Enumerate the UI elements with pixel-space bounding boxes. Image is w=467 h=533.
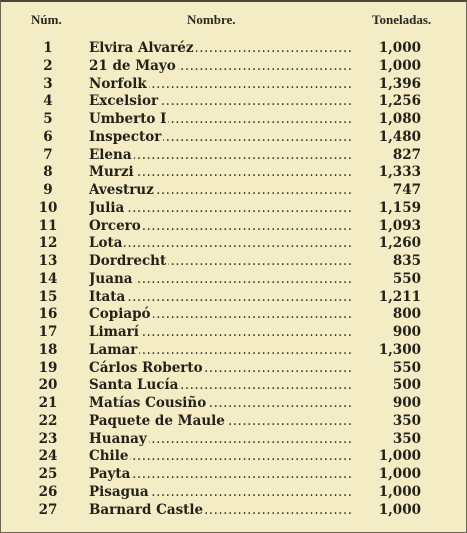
row-number: 27 [38, 501, 58, 518]
table-row [1, 253, 467, 271]
tonnage-value: 827 [392, 146, 421, 163]
tonnage-value: 1,000 [378, 40, 421, 56]
header-num: Núm. [31, 12, 62, 27]
tonnage-value: 550 [392, 359, 421, 376]
ship-name-cell [89, 93, 351, 111]
row-number: 24 [38, 448, 58, 465]
ship-name: Avestruz [89, 182, 154, 198]
ship-name-cell [89, 484, 351, 502]
row-number: 14 [38, 270, 58, 287]
ship-name: Cárlos Roberto [89, 359, 203, 376]
ship-name-cell [89, 502, 351, 520]
tonnage-value: 550 [392, 270, 421, 287]
ship-name-cell [89, 200, 351, 218]
tonnage-value: 1,080 [378, 111, 421, 127]
ship-name: Orcero [89, 217, 141, 234]
ship-name-cell [89, 377, 351, 395]
ship-name-cell [89, 342, 351, 360]
row-number: 12 [38, 235, 58, 252]
ship-name: Murzi [89, 164, 134, 181]
row-number: 5 [43, 111, 53, 127]
ship-name-cell [89, 466, 351, 484]
ship-name: Chile [89, 448, 129, 465]
table-row [1, 182, 467, 200]
tonnage-value: 800 [392, 306, 421, 323]
ship-name: Huanay [89, 430, 147, 447]
tonnage-value: 1,480 [378, 128, 421, 145]
tonnage-value: 1,333 [378, 164, 421, 181]
row-number: 16 [38, 306, 58, 323]
table-row [1, 58, 467, 76]
row-number: 1 [43, 40, 53, 56]
ship-name-cell [89, 413, 351, 431]
table-row [1, 289, 467, 307]
tonnage-value: 1,256 [378, 93, 421, 110]
tonnage-value: 1,000 [378, 57, 421, 74]
table-row [1, 413, 467, 431]
ship-name: Paquete de Maule [89, 412, 225, 429]
tonnage-value: 1,000 [378, 483, 421, 500]
ship-name: Umberto I [89, 111, 167, 127]
row-number: 25 [38, 466, 58, 482]
ship-name-cell [89, 111, 351, 129]
row-number: 2 [43, 57, 53, 74]
tonnage-value: 1,000 [378, 501, 421, 518]
tonnage-value: 1,000 [378, 466, 421, 482]
ship-name: Inspector [89, 128, 162, 145]
row-number: 23 [38, 430, 58, 447]
ship-name: Norfolk [89, 75, 147, 92]
row-number: 15 [38, 288, 58, 305]
table-row [1, 502, 467, 520]
table-row [1, 235, 467, 253]
table-row [1, 40, 467, 58]
table-row [1, 76, 467, 94]
table-row [1, 306, 467, 324]
ship-name: Santa Lucía [89, 377, 179, 394]
row-number: 7 [43, 146, 53, 163]
table-row [1, 377, 467, 395]
tonnage-value: 1,260 [378, 235, 421, 252]
table-row [1, 200, 467, 218]
ship-name: Elvira Alvaréz [89, 40, 194, 56]
ship-name: Excelsior [89, 93, 159, 110]
tonnage-value: 835 [392, 253, 421, 269]
tonnage-value: 900 [392, 395, 421, 411]
tonnage-value: 900 [392, 324, 421, 340]
table-row [1, 218, 467, 236]
ship-name: Matías Cousiño [89, 395, 207, 411]
table-row [1, 111, 467, 129]
tonnage-value: 1,396 [378, 75, 421, 92]
ship-name: Limarí [89, 324, 139, 340]
table-row [1, 342, 467, 360]
ship-name-cell [89, 164, 351, 182]
ship-name-cell [89, 129, 351, 147]
ship-name-cell [89, 289, 351, 307]
ship-name-cell [89, 324, 351, 342]
row-number: 17 [38, 324, 58, 340]
table-row [1, 324, 467, 342]
table-row [1, 129, 467, 147]
row-number: 3 [43, 75, 53, 92]
tonnage-value: 500 [392, 377, 421, 394]
ship-name: Julia [89, 199, 125, 216]
ship-name-cell [89, 306, 351, 324]
row-number: 21 [38, 395, 58, 411]
ship-name-cell [89, 58, 351, 76]
ship-name: Dordrecht [89, 253, 167, 269]
ship-name-cell [89, 395, 351, 413]
ship-name-cell [89, 448, 351, 466]
ship-name: Lamar [89, 341, 138, 358]
ship-table [1, 40, 467, 519]
table-row [1, 484, 467, 502]
tonnage-value: 1,093 [378, 217, 421, 234]
ship-name: Pisagua [89, 483, 149, 500]
row-number: 6 [43, 128, 53, 145]
table-row [1, 93, 467, 111]
table-row [1, 395, 467, 413]
row-number: 22 [38, 412, 58, 429]
ship-name: Payta [89, 466, 131, 482]
ship-name-cell [89, 218, 351, 236]
ship-name: Barnard Castle [89, 501, 204, 518]
header-tonnage: Toneladas. [372, 12, 432, 27]
tonnage-value: 747 [392, 182, 421, 198]
tonnage-value: 350 [392, 430, 421, 447]
ship-name-cell [89, 360, 351, 378]
row-number: 9 [43, 182, 53, 198]
ship-name-cell [89, 235, 351, 253]
ship-name: Copiapó [89, 306, 151, 323]
tonnage-value: 1,159 [378, 199, 421, 216]
table-row [1, 147, 467, 165]
row-number: 20 [38, 377, 58, 394]
ship-name-cell [89, 253, 351, 271]
ship-name: Juana [89, 270, 133, 287]
header-name: Nombre. [187, 12, 236, 27]
ship-name-cell [89, 147, 351, 165]
table-header [1, 12, 467, 28]
ship-name-cell [89, 40, 351, 58]
ship-name-cell [89, 76, 351, 94]
ship-name: Lota [89, 235, 123, 252]
row-number: 10 [38, 199, 58, 216]
row-number: 26 [38, 483, 58, 500]
table-row [1, 164, 467, 182]
tonnage-value: 1,211 [378, 288, 421, 305]
row-number: 11 [38, 217, 58, 234]
ship-name: Elena [89, 146, 132, 163]
table-row [1, 466, 467, 484]
tonnage-value: 1,300 [378, 341, 421, 358]
row-number: 18 [38, 341, 58, 358]
ship-name: Itata [89, 288, 126, 305]
tonnage-value: 350 [392, 412, 421, 429]
ship-name-cell [89, 182, 351, 200]
ship-name-cell [89, 271, 351, 289]
row-number: 4 [43, 93, 53, 110]
ship-name: 21 de Mayo [89, 57, 176, 74]
row-number: 8 [43, 164, 53, 181]
table-row [1, 271, 467, 289]
tonnage-value: 1,000 [378, 448, 421, 465]
table-row [1, 360, 467, 378]
table-row [1, 448, 467, 466]
table-row [1, 431, 467, 449]
row-number: 19 [38, 359, 58, 376]
ship-name-cell [89, 431, 351, 449]
row-number: 13 [38, 253, 58, 269]
